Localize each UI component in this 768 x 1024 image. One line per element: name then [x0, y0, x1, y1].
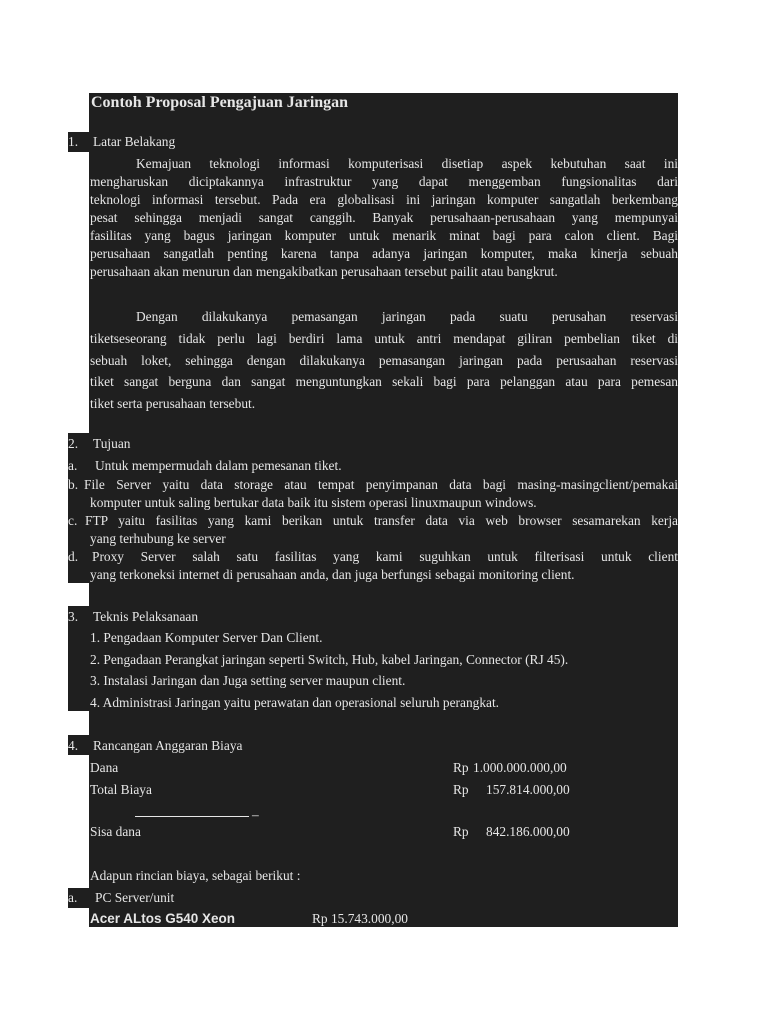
paragraph-line: Dengan dilakukanya pemasangan jaringan pada suatu perusahan reservasi — [136, 309, 678, 324]
list-item-text — [85, 512, 678, 548]
paragraph-line: pesat sehingga menjadi sangat canggih. Banyak perusahaan-perusahaan yang mempunyai — [90, 210, 678, 225]
list-marker: a. — [68, 458, 78, 473]
budget-label: Sisa dana — [90, 824, 141, 839]
paragraph-line: mengharuskan diciptakannya infrastruktur yang dapat menggemban fungsionalitas dari — [90, 174, 678, 189]
section-4-number: 4. — [68, 738, 79, 753]
paragraph-line: tiketseseorang tidak perlu lagi berdiri lama untuk antri mendapat giliran pembelian tiket di — [90, 330, 678, 346]
list-item-line: yang terhubung ke server — [90, 531, 226, 546]
paragraph-line: teknologi informasi tersebut. Pada era globalisasi ini jaringan komputer sangatlah berkembang — [90, 192, 678, 207]
paragraph-line: Kemajuan teknologi informasi komputerisasi disetiap aspek kebutuhan saat ini — [136, 156, 678, 171]
budget-currency: Rp — [453, 782, 469, 797]
document-title: Contoh Proposal Pengajuan Jaringan — [91, 94, 349, 111]
list-item-text — [84, 476, 678, 512]
paragraph-line: fasilitas yang bagus jaringan komputer untuk menarik minat bagi para calon client. Bagi — [90, 228, 678, 243]
budget-amount: 842.186.000,00 — [486, 824, 570, 839]
section-1-paragraph-2 — [90, 306, 678, 415]
list-item-text — [92, 548, 678, 584]
section-1-heading: Latar Belakang — [93, 134, 176, 149]
paragraph-line: tiket serta perusahaan tersebut. — [90, 396, 256, 412]
section-1-paragraph-1 — [90, 155, 678, 281]
budget-currency: Rp — [453, 824, 469, 839]
product-name: Acer ALtos G540 Xeon — [90, 911, 236, 926]
list-item: 1. Pengadaan Komputer Server Dan Client. — [90, 630, 323, 645]
minus-sign: – — [252, 807, 259, 822]
paragraph-line: tiket sangat berguna dan sangat menguntungkan sekali bagi para pelanggan atau para pemesan — [90, 374, 678, 390]
list-item-line: FTP yaitu fasilitas yang kami berikan untuk transfer data via web browser sesamarekan kerja — [85, 513, 678, 528]
paragraph-line: perusahaan sangatlah penting karena tanpa adanya jaringan komputer, maka kinerja sebuah — [90, 246, 678, 261]
list-item-line: File Server yaitu data storage atau tempat penyimpanan data bagi masing-masingclient/pemakai — [84, 477, 678, 492]
sub-heading: PC Server/unit — [95, 890, 175, 905]
section-2-heading: Tujuan — [93, 436, 131, 451]
budget-label: Dana — [90, 760, 119, 775]
subtraction-rule — [135, 816, 249, 817]
budget-amount: 157.814.000,00 — [486, 782, 570, 797]
detail-intro: Adapun rincian biaya, sebagai berikut : — [90, 868, 301, 883]
list-item-line: Proxy Server salah satu fasilitas yang kami suguhkan untuk filterisasi untuk client — [92, 549, 678, 564]
sub-list-marker: a. — [68, 890, 78, 905]
section-1-number: 1. — [68, 134, 79, 149]
budget-amount: 1.000.000.000,00 — [473, 760, 567, 775]
product-price: Rp 15.743.000,00 — [312, 911, 408, 926]
section-3-number: 3. — [68, 609, 79, 624]
paragraph-line: perusahaan akan menurun dan mengakibatkan perusahaan tersebut pailit atau bangkrut. — [90, 264, 558, 279]
list-item-line: komputer untuk saling bertukar data baik itu sistem operasi linuxmaupun windows. — [90, 495, 537, 510]
list-item: 4. Administrasi Jaringan yaitu perawatan dan operasional seluruh perangkat. — [90, 695, 500, 710]
paragraph-line: sebuah loket, sehingga dengan dilakukanya pemasangan jaringan pada perusaahan reservasi — [90, 352, 678, 368]
list-item: 2. Pengadaan Perangkat jaringan seperti Switch, Hub, kabel Jaringan, Connector (RJ 45). — [90, 652, 569, 667]
list-marker: b. — [68, 477, 79, 492]
list-marker: c. — [68, 513, 78, 528]
list-marker: d. — [68, 549, 79, 564]
section-4-heading: Rancangan Anggaran Biaya — [93, 738, 243, 753]
list-item-text: Untuk mempermudah dalam pemesanan tiket. — [95, 458, 342, 473]
budget-currency: Rp — [453, 760, 469, 775]
section-2-number: 2. — [68, 436, 79, 451]
budget-label: Total Biaya — [90, 782, 152, 797]
list-item: 3. Instalasi Jaringan dan Juga setting server maupun client. — [90, 673, 406, 688]
section-3-heading: Teknis Pelaksanaan — [93, 609, 199, 624]
list-item-line: yang terkoneksi internet di perusahaan anda, dan juga berfungsi sebagai monitoring client. — [90, 567, 575, 582]
